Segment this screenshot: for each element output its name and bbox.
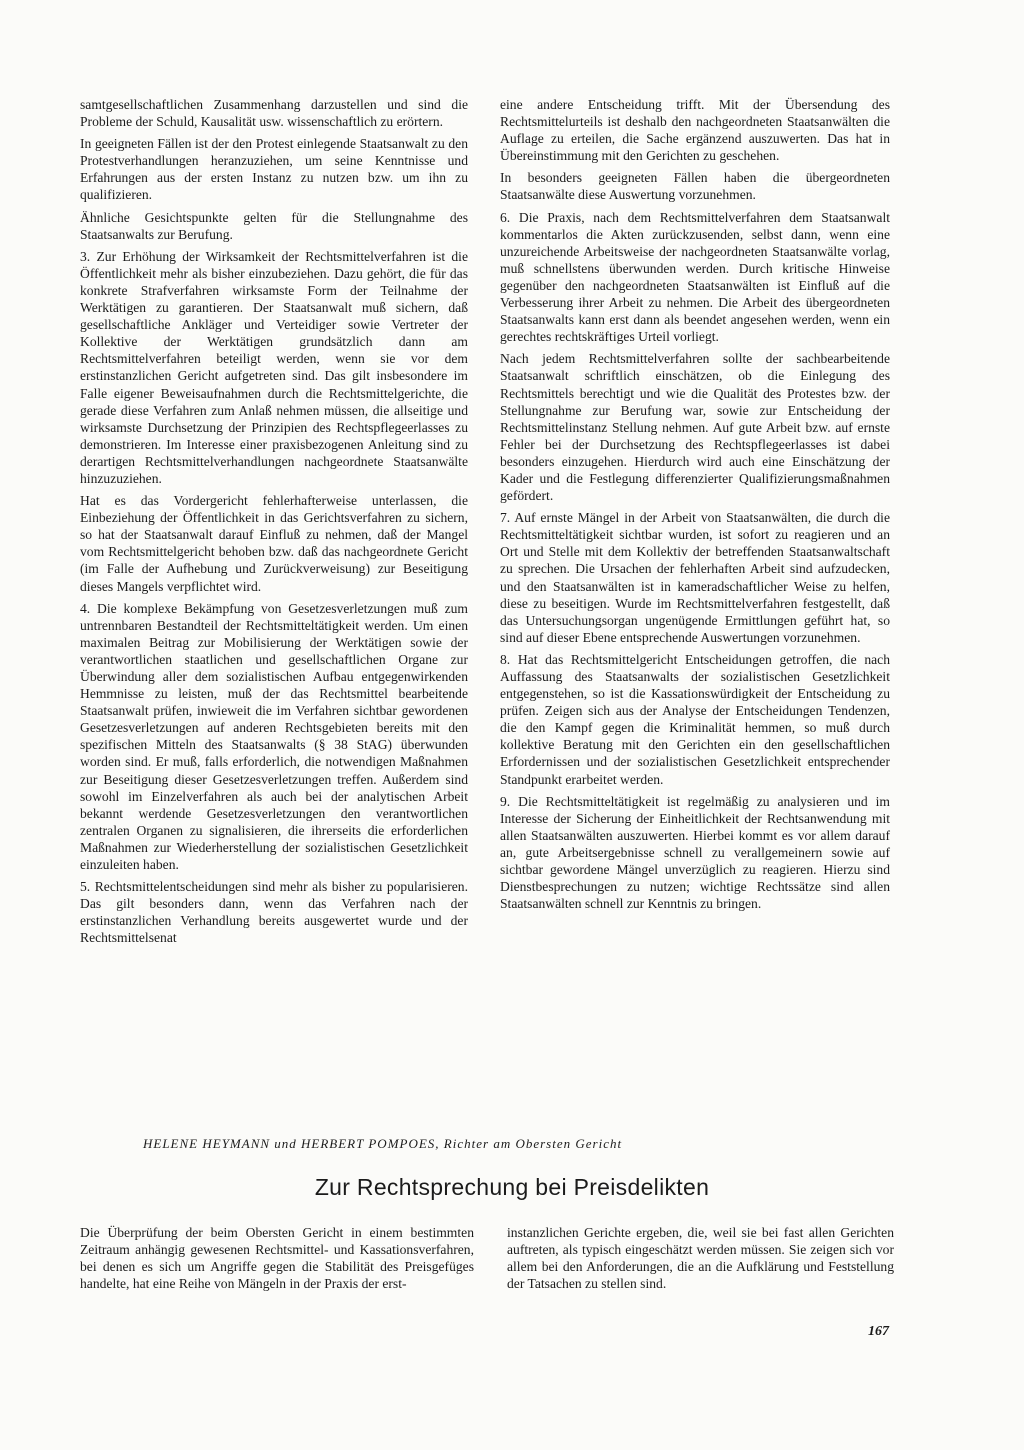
- paragraph-item-5: 5. Rechtsmittelentscheidungen sind mehr als bisher zu popularisieren. Das gilt besonders dann, wenn das Verfahren nach der erstinstanzlichen Verhandlung bereits ausgewertet wurde und der Rechtsmittelsenat: [80, 879, 468, 946]
- paragraph: Die Überprüfung der beim Obersten Gericht in einem bestimmten Zeitraum anhängig gewesenen Rechtsmittel- und Kassationsverfahren, bei denen es sich um Angriffe gegen die Stabilität des Preisgefüges handelte, hat eine Reihe von Mängeln in der Praxis der erst-: [80, 1225, 474, 1292]
- paragraph-item-3: 3. Zur Erhöhung der Wirksamkeit der Rechtsmittelverfahren ist die Öffentlichkeit mehr als bisher einzubeziehen. Dazu gehört, die für das konkrete Strafverfahren wirksamste Form der Teilnahme der Werktätigen zu garantieren. Der Staatsanwalt muß sichern, daß gesellschaftliche Ankläger und Verteidiger sowie Vertreter der Kollektive der Werktätigen grundsätzlich dann am Rechtsmittelverfahren beteiligt werden, wenn sie vor dem erstinstanzlichen Gericht aufgetreten sind. Das gilt insbesondere im Falle eigener Beweisaufnahmen durch die Rechtsmittelgerichte, die gerade diese Verfahren zum Anlaß nehmen müssen, die allseitige und wirksamste Durchsetzung der Prinzipien des Rechtspflegeerlasses zu demonstrieren. Im Interesse einer praxisbezogenen Anleitung sind zu derartigen Rechtsmittelverhandlungen nachgeordnete Staatsanwälte hinzuzuziehen.: [80, 248, 468, 486]
- paragraph-item-8: 8. Hat das Rechtsmittelgericht Entscheidungen getroffen, die nach Auffassung des Staatsanwalts der sozialistischen Gesetzlichkeit entgegenstehen, so ist die Kassationswürdigkeit der Entscheidung zu prüfen. Zeigen sich aus der Analyse der Entscheidungen Tendenzen, die den Kampf gegen die Kriminalität hemmen, so muß durch kollektive Beratung mit den Gerichten ein den gesellschaftlichen Erfordernissen und der sozialistischen Gesetzlichkeit entsprechender Standpunkt erarbeitet werden.: [500, 651, 890, 787]
- paragraph-item-6: 6. Die Praxis, nach dem Rechtsmittelverfahren dem Staatsanwalt kommentarlos die Akten zurückzusenden, selbst dann, wenn eine unzureichende Arbeitsweise der nachgeordneten Staatsanwälte vorlag, muß schnellstens überwunden werden. Durch kritische Hinweise gegenüber den nachgeordneten Staatsanwälten ist Einfluß auf die Verbesserung ihrer Arbeit zu nehmen. Die Arbeit des übergeordneten Staatsanwalts kann erst dann als beendet angesehen werden, wenn ein gerechtes rechtskräftiges Urteil vorliegt.: [500, 209, 890, 345]
- paragraph-item-4: 4. Die komplexe Bekämpfung von Gesetzesverletzungen muß zum untrennbaren Bestandteil der Rechtsmitteltätigkeit werden. Um einen maximalen Beitrag zur Mobilisierung der Werktätigen sowie der verantwortlichen staatlichen und gesellschaftlichen Organe zur Überwindung aller dem sozialistischen Aufbau entgegenwirkenden Hemmnisse zu leisten, muß der das Rechtsmittel bearbeitende Staatsanwalt prüfen, inwieweit die im Verfahren sichtbar gewordenen Gesetzesverletzungen auf anderen Rechtsgebieten bereits mit den spezifischen Mitteln des Staatsanwalts (§ 38 StAG) überwunden worden sind. Er muß, falls erforderlich, die notwendigen Maßnahmen zur Beseitigung dieser Gesetzesverletzungen treffen. Außerdem sind sowohl im Einzelverfahren als auch bei der analytischen Arbeit bekannt werdende Gesetzesverletzungen den verantwortlichen zentralen Organen zu signalisieren, die ihrerseits die erforderlichen Maßnahmen zur Wiederherstellung der sozialistischen Gesetzlichkeit einzuleiten haben.: [80, 600, 468, 873]
- page-number: 167: [868, 1324, 889, 1339]
- author-byline: HELENE HEYMANN und HERBERT POMPOES, Richter am Obersten Gericht: [143, 1136, 623, 1151]
- paragraph-item-7: 7. Auf ernste Mängel in der Arbeit von Staatsanwälten, die durch die Rechtsmitteltätigkeit sichtbar wurden, ist sofort zu reagieren und an Ort und Stelle mit dem Kollektiv der betreffenden Staatsanwaltschaft zu sprechen. Die Ursachen der fehlerhaften Arbeit sind aufzudecken, und den Staatsanwälten ist in kameradschaftlicher Weise zu helfen, diese zu beseitigen. Wurde im Rechtsmittelverfahren festgestellt, daß das Untersuchungsorgan ungenügende Ermittlungen geführt hat, so sind auf dieser Ebene entsprechende Auswertungen vorzunehmen.: [500, 510, 890, 645]
- paragraph: In besonders geeigneten Fällen haben die übergeordneten Staatsanwälte diese Auswertung vorzunehmen.: [500, 170, 890, 203]
- article-title: Zur Rechtsprechung bei Preisdelikten: [314, 1174, 710, 1200]
- article-right-column: [507, 1224, 894, 1297]
- article-left-column: [80, 1224, 474, 1297]
- paragraph: samtgesellschaftlichen Zusammenhang darzustellen und sind die Probleme der Schuld, Kausalität usw. wissenschaftlich zu erörtern.: [80, 97, 468, 130]
- right-column: [500, 96, 890, 917]
- paragraph: instanzlichen Gerichte ergeben, die, weil sie bei fast allen Gerichten auftreten, als typisch eingeschätzt werden müssen. Sie zeigen sich vor allem bei den Anforderungen, die an die Aufklärung und Feststellung der Tatsachen zu stellen sind.: [507, 1225, 894, 1292]
- paragraph: Hat es das Vordergericht fehlerhafterweise unterlassen, die Einbeziehung der Öffentlichkeit in das Gerichtsverfahren zu sichern, so hat der Staatsanwalt darauf Einfluß zu nehmen, daß der Mangel vom Rechtsmittelgericht behoben bzw. daß das nachgeordnete Gericht (im Falle der Aufhebung und Zurückverweisung) zur Beseitigung dieses Mangels verpflichtet wird.: [80, 493, 468, 594]
- paragraph: eine andere Entscheidung trifft. Mit der Übersendung des Rechtsmittelurteils ist deshalb den nachgeordneten Staatsanwälten die Auflage zu erteilen, die Sache ergänzend auszuwerten. Das hat in Übereinstimmung mit den Gerichten zu geschehen.: [500, 97, 890, 164]
- paragraph-item-9: 9. Die Rechtsmitteltätigkeit ist regelmäßig zu analysieren und im Interesse der Sicherung der Einheitlichkeit der Rechtsanwendung mit allen Staatsanwälten auszuwerten. Hierbei kommt es vor allem darauf an, gute Arbeitsergebnisse schnell zu verallgemeinern sowie auf sichtbar gewordene Mängel unverzüglich zu reagieren. Hierzu sind Dienstbesprechungen zu nutzen; wichtige Rechtssätze sind allen Staatsanwälten schnell zur Kenntnis zu bringen.: [500, 793, 890, 912]
- paragraph: Ähnliche Gesichtspunkte gelten für die Stellungnahme des Staatsanwalts zur Berufung.: [80, 209, 468, 242]
- paragraph: In geeigneten Fällen ist der den Protest einlegende Staatsanwalt zu den Protestverhandlungen heranzuziehen, um seine Kenntnisse und Erfahrungen aus der ersten Instanz zu nutzen bzw. um ihn zu qualifizieren.: [80, 136, 468, 203]
- left-column: [80, 96, 468, 952]
- paragraph: Nach jedem Rechtsmittelverfahren sollte der sachbearbeitende Staatsanwalt schriftlich einschätzen, ob die Einlegung des Rechtsmittels berechtigt und wie die Qualität des Protestes bzw. der Stellungnahme zur Berufung war, sowie zur Entscheidung der Rechtsmittelinstanz Stellung nehmen. Auf gute Arbeit bzw. auf ernste Fehler bei der Durchsetzung des Rechtspflegeerlasses ist dabei besonders einzugehen. Hierdurch wird auch eine Einschätzung der Kader und die Festlegung differenzierter Qualifizierungsmaßnahmen gefördert.: [500, 351, 890, 504]
